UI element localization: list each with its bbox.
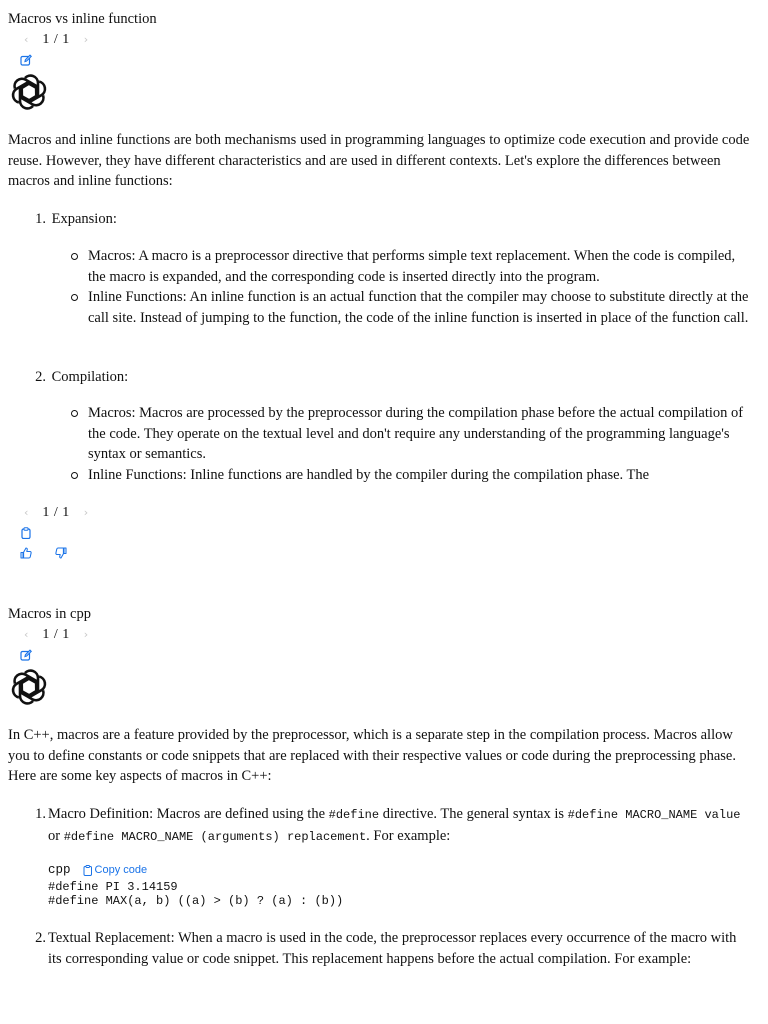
- thumbs-up-icon[interactable]: [20, 547, 32, 559]
- list-item-title: Compilation:: [51, 369, 129, 385]
- list-item: [20, 367, 750, 388]
- pager-prev-button[interactable]: ‹: [24, 506, 29, 519]
- prompt-pager: [24, 625, 88, 646]
- response-pager: [24, 503, 88, 524]
- text-span: . For example:: [366, 827, 451, 844]
- openai-logo-icon: [8, 71, 50, 113]
- copy-code-label: Copy code: [94, 864, 148, 876]
- pager-next-button[interactable]: ›: [83, 628, 89, 641]
- text-span: Macro Definition: Macros are defined using the: [48, 806, 329, 822]
- list-number: 2.: [35, 930, 46, 946]
- bullet-dot: [71, 410, 78, 417]
- prompt-pager: [24, 30, 88, 51]
- list-item: [20, 804, 750, 847]
- list-item: [20, 209, 750, 230]
- bullet-item: [88, 403, 750, 465]
- text-span: or: [48, 827, 64, 844]
- bullet-dot: [71, 253, 78, 260]
- pager-count: 1 / 1: [42, 505, 70, 520]
- list-item-body: Textual Replacement: When a macro is used in the code, the preprocessor replaces every occurrence of the macro with its corresponding value or code snippet. This replacement happens before the actual compilation. For example:: [48, 930, 737, 967]
- list-number: 1.: [35, 211, 46, 227]
- edit-icon[interactable]: [20, 54, 32, 66]
- pager-prev-button[interactable]: ‹: [24, 628, 29, 641]
- inline-code: #define: [328, 808, 380, 822]
- list-number: 2.: [35, 369, 46, 385]
- bullet-text: Macros: A macro is a preprocessor directive that performs simple text replacement. When the code is compiled, the macro is expanded, and the corresponding code is inserted directly into the program.: [88, 248, 736, 285]
- list-item-body: [48, 804, 750, 847]
- bullet-text: Macros: Macros are processed by the preprocessor during the compilation phase before the actual compilation of the code. They operate on the textual level and don't require any understanding of the programming language's syntax or semantics.: [88, 405, 744, 462]
- bullet-item: [88, 465, 750, 486]
- list-item-title: Expansion:: [51, 211, 117, 227]
- bullet-item: [88, 246, 750, 287]
- user-prompt: Macros vs inline function: [8, 11, 157, 27]
- response-intro: In C++, macros are a feature provided by the preprocessor, which is a separate step in the compilation process. Macros allow you to define constants or code snippets that are replaced with their respective values or code during the preprocessing phase. Here are some key aspects of macros in C++:: [8, 727, 736, 784]
- bullet-item: [88, 287, 750, 328]
- inline-code: #define MACRO_NAME value: [567, 808, 741, 822]
- pager-count: 1 / 1: [42, 32, 70, 47]
- openai-logo-icon: [8, 666, 50, 708]
- pager-next-button[interactable]: ›: [83, 506, 89, 519]
- code-line: #define PI 3.14159: [48, 880, 178, 894]
- clipboard-icon[interactable]: [20, 527, 32, 539]
- bullet-text: Inline Functions: Inline functions are handled by the compiler during the compilation phase. The: [88, 467, 650, 483]
- code-language: cpp: [48, 863, 71, 877]
- bullet-dot: [71, 294, 78, 301]
- response-intro: Macros and inline functions are both mechanisms used in programming languages to optimize code execution and provide code reuse. However, they have different characteristics and are used in different contexts. Let's explore the differences between macros and inline functions:: [8, 132, 750, 189]
- clipboard-icon: [83, 865, 93, 876]
- pager-count: 1 / 1: [42, 627, 70, 642]
- code-block: [48, 863, 748, 908]
- list-number: 1.: [35, 806, 46, 822]
- pager-next-button[interactable]: ›: [83, 33, 89, 46]
- code-line: #define MAX(a, b) ((a) > (b) ? (a) : (b)): [48, 894, 344, 908]
- inline-code: #define MACRO_NAME (arguments) replacement: [63, 829, 367, 844]
- copy-code-button[interactable]: [83, 863, 148, 877]
- bullet-text: Inline Functions: An inline function is an actual function that the compiler may choose to substitute directly at the call site. Instead of jumping to the function, the code of the inline function is inserted in place of the function call.: [88, 289, 749, 326]
- code-header: [48, 863, 748, 877]
- list-item: [20, 928, 750, 969]
- user-prompt: Macros in cpp: [8, 606, 91, 622]
- thumbs-down-icon[interactable]: [55, 547, 67, 559]
- text-span: directive. The general syntax is: [379, 806, 568, 822]
- edit-icon[interactable]: [20, 649, 32, 661]
- bullet-dot: [71, 472, 78, 479]
- pager-prev-button[interactable]: ‹: [24, 33, 29, 46]
